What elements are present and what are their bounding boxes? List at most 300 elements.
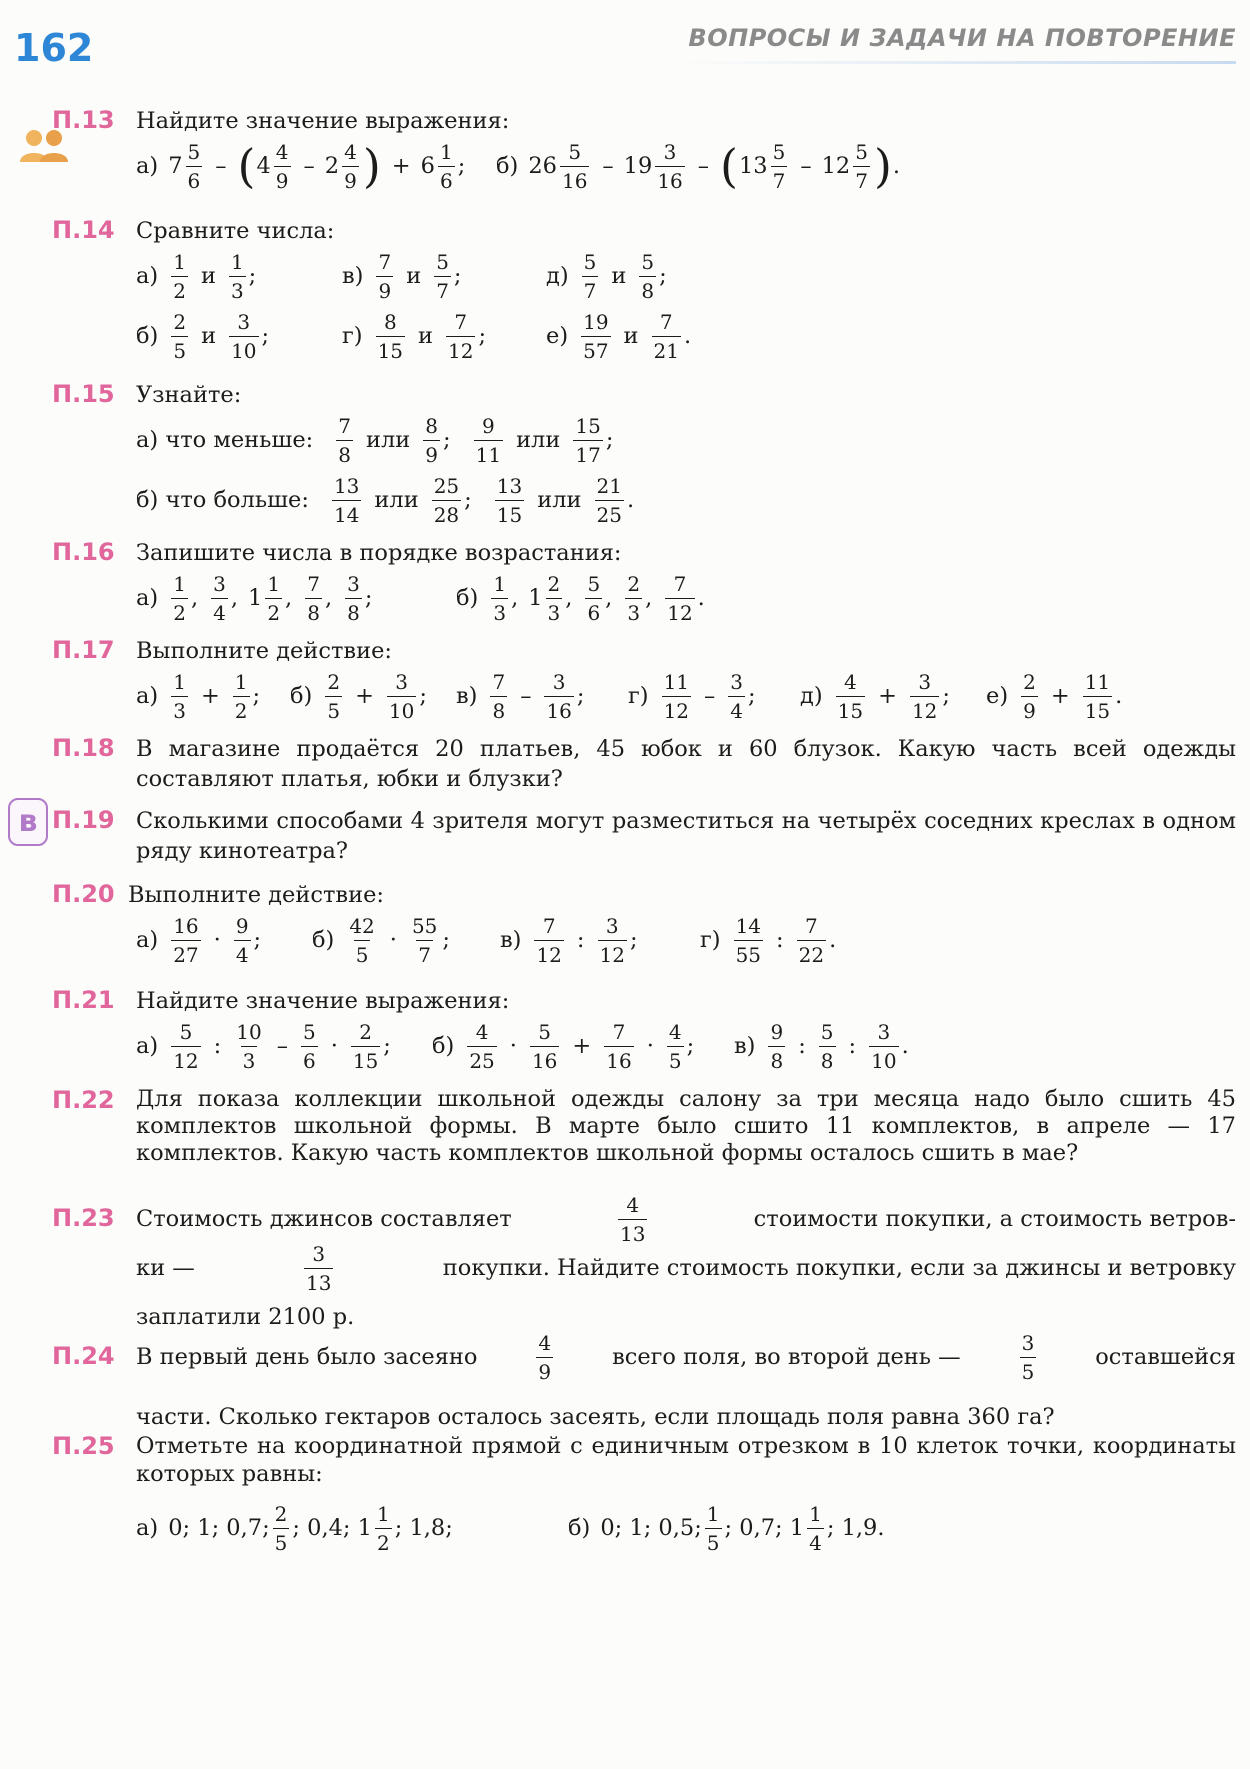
punctuation: ; [478,323,487,349]
number-list-a [136,568,382,628]
denominator: 9 [376,276,393,302]
conjunction: или [537,487,582,513]
problem-16 [52,538,1236,628]
punctuation: ; [261,323,270,349]
denominator: 7 [582,276,599,302]
fraction [301,1021,318,1072]
denominator: 15 [836,696,865,722]
punctuation: , [511,585,519,611]
problem-number: П.24 [52,1342,115,1370]
fraction: $\frac{1}{6}$ [439,139,453,193]
numerator: 7 [673,571,687,596]
fraction [234,915,251,966]
numerator: 2 [173,309,187,334]
fraction: $\frac{1}{5}$ [706,1501,720,1555]
fraction [667,1021,684,1072]
numerator: 7 [612,1019,626,1044]
text-segment: стоимости покупки, а стоимость ветров- [753,1206,1236,1232]
punctuation: ; [659,263,667,289]
denominator: 5 [354,940,371,966]
punctuation: ; [748,683,756,709]
whole: 7 [168,153,183,179]
numerator: 3 [877,1019,891,1044]
denominator: 3 [546,598,563,624]
comparison-item [342,306,486,366]
numerator: 4 [475,1019,489,1044]
numerator: 13 [496,473,523,498]
numerator: 7 [307,571,320,596]
denominator: 2 [265,598,282,624]
punctuation: ; [419,683,427,709]
fraction [347,915,376,966]
problem-prompt: Найдите значение выражения: [136,108,510,134]
operator: – [520,683,532,709]
problem-15 [52,380,1236,530]
operator: – [276,1033,288,1059]
item-label: в) [342,263,364,289]
item-label: в) [500,927,522,953]
fraction [211,573,228,624]
fraction [171,915,200,966]
problem-body [136,1432,1236,1558]
numerator: 9 [235,913,249,938]
operation-item [312,910,450,970]
comparison-item [546,306,691,366]
problem-23 [52,1192,1236,1332]
operation-item [500,910,638,970]
punctuation: ; [605,427,614,453]
operator: · [389,927,397,953]
operator: : [213,1033,222,1059]
fraction: $\frac{3}{16}$ [657,139,683,193]
fraction [171,671,188,722]
fraction [665,573,694,624]
fraction: $\frac{2}{5}$ [274,1501,288,1555]
numerator: 14 [735,913,762,938]
item-label: а) [136,153,159,179]
problem-number: П.20 [52,880,115,908]
denominator: 7 [434,276,451,302]
fraction [1083,671,1112,722]
fraction: $\frac{5}{7}$ [772,139,786,193]
problem-body [128,880,1236,970]
numerator: 5 [587,571,601,596]
conjunction: или [516,427,561,453]
problem-text: Для показа коллекции школьной одежды салону за три месяца надо было сшить 45 комплектов школьной формы. В марте было сшито 11 комплектов, в апреле — 17 комплектов. Какую часть комплектов школьной формы осталось сшить в мае? [136,1086,1236,1166]
denominator: 4 [211,598,228,624]
fraction [573,415,602,466]
fraction: $\frac{4}{13}$ [619,1192,646,1246]
whole: 12 [821,153,851,179]
item-label: д) [800,683,823,709]
fraction [495,475,524,526]
punctuation: ; [252,683,261,709]
operator: · [213,927,221,953]
operation-item [136,666,260,726]
fraction [625,573,642,624]
denominator: 25 [595,500,624,526]
fraction: $\frac{5}{6}$ [187,139,201,193]
problem-21 [52,986,1236,1076]
problem-number: П.22 [52,1086,115,1114]
denominator: 15 [376,336,405,362]
numerator: 7 [542,913,556,938]
problem-prompt: Сравните числа: [136,218,335,244]
numerator: 7 [659,309,673,334]
operator: + [391,153,411,179]
fraction [598,915,627,966]
numerator: 1 [230,249,244,274]
fraction: $\frac{5}{7}$ [855,139,868,193]
denominator: 8 [336,440,353,466]
conjunction: и [406,263,422,289]
fraction [546,573,563,624]
denominator: 27 [171,940,200,966]
punctuation: ; [629,927,638,953]
problem-body [136,1192,1236,1332]
problem-text: Сколькими способами 4 зрителя могут разместиться на четырёх соседних креслах в одном ряду кинотеатра? [136,808,1236,864]
denominator: 12 [598,940,627,966]
problem-number: П.19 [52,806,115,834]
numerator: 1 [234,669,248,694]
operator: – [800,153,812,179]
conjunction: и [201,323,217,349]
fraction [869,1021,898,1072]
fraction [410,915,439,966]
numerator: 3 [395,669,409,694]
denominator: 3 [625,598,642,624]
punctuation: . [1115,683,1123,709]
problem-19 [52,806,1236,866]
numerator: 5 [820,1019,834,1044]
operator: + [200,683,220,709]
conjunction: или [365,427,411,453]
numerator: 1 [173,669,186,694]
problem-body [136,1330,1236,1432]
item-label: в) [734,1033,756,1059]
problem-body [136,216,1236,366]
problem-number: П.14 [52,216,115,244]
punctuation: ; [364,585,373,611]
numerator: 42 [349,913,375,938]
problem-body [136,106,1236,200]
denominator: 10 [387,696,416,722]
problem-prompt: Выполните действие: [136,638,392,664]
denominator: 6 [301,1046,318,1072]
numerator: 5 [641,249,655,274]
denominator: 5 [325,696,342,722]
text-segment: ; 0,7; 1 [724,1515,805,1541]
fraction [376,251,393,302]
fraction [351,1021,380,1072]
conjunction: и [418,323,434,349]
fraction [836,671,865,722]
numerator: 2 [547,571,561,596]
whole: 1 [247,585,263,611]
operator: + [572,1033,592,1059]
operator: : [798,1033,806,1059]
fraction [652,311,681,362]
denominator: 10 [229,336,258,362]
denominator: 15 [495,500,524,526]
operation-item [700,910,836,970]
operation-item [986,666,1122,726]
problem-20 [52,880,1236,970]
running-rule [676,61,1236,64]
comparison-line [136,410,613,470]
numerator: 7 [378,249,392,274]
punctuation: ; [443,427,451,453]
fraction [434,251,451,302]
numerator: 55 [411,913,438,938]
fraction [171,1021,200,1072]
fraction [530,1021,559,1072]
operator: + [355,683,374,709]
denominator: 5 [171,336,188,362]
denominator: 12 [910,696,939,722]
problem-body [136,380,1236,530]
fraction [490,671,507,722]
numerator: 8 [383,309,397,334]
expression-a [136,1016,391,1076]
text-segment: ки — [136,1255,195,1281]
denominator: 3 [171,696,188,722]
operator: + [1050,683,1070,709]
punctuation: . [697,585,705,611]
fraction [233,671,250,722]
comparison-item [136,306,269,366]
conjunction: и [611,263,627,289]
fraction [544,671,573,722]
whole: 13 [738,153,768,179]
fraction [325,671,342,722]
problem-prompt: Выполните действие: [128,882,384,908]
numerator: 1 [173,249,186,274]
item-label: г) [342,323,363,349]
problem-prompt: Найдите значение выражения: [136,988,510,1014]
punctuation: ; [383,1033,391,1059]
numerator: 2 [1023,669,1036,694]
numerator: 11 [1084,669,1111,694]
fraction [467,1021,496,1072]
item-label: г) [700,927,721,953]
denominator: 21 [652,336,681,362]
problem-body [136,986,1236,1076]
fraction [171,251,188,302]
fraction [345,573,362,624]
fraction [534,915,563,966]
text-segment: покупки. Найдите стоимость покупки, если за джинсы и ветровку [442,1255,1236,1281]
text-segment: всего поля, во второй день — [612,1344,961,1370]
fraction [265,573,282,624]
fraction [376,311,405,362]
operator: · [330,1033,338,1059]
text-segment: части. Сколько гектаров осталось засеять, если площадь поля равна 360 га? [136,1404,1055,1430]
item-label: б) [136,323,159,349]
item-label: г) [628,683,649,709]
numerator: 5 [538,1019,552,1044]
numerator: 7 [454,309,468,334]
fraction [604,1021,633,1072]
variant-icon: в [8,798,48,846]
line-label: б) что больше: [136,487,309,513]
operation-item [456,666,584,726]
text-segment: В первый день было засеяно [136,1344,478,1370]
fraction [595,475,624,526]
problem-number: П.16 [52,538,115,566]
fraction: $\frac{4}{9}$ [275,139,289,193]
denominator: 12 [665,598,694,624]
numerator: 3 [605,913,619,938]
punctuation: ; [576,683,585,709]
fraction [229,251,246,302]
fraction [639,251,656,302]
conjunction: и [623,323,639,349]
punctuation: , [565,585,573,611]
numerator: 13 [333,473,360,498]
operator: · [646,1033,654,1059]
numerator: 10 [236,1019,262,1044]
operation-item [290,666,427,726]
fraction [797,915,826,966]
fraction [1021,671,1038,722]
numerator: 9 [481,413,495,438]
denominator: 3 [241,1046,258,1072]
item-label: д) [546,263,569,289]
denominator: 9 [423,440,440,466]
problem-prompt: Запишите числа в порядке возрастания: [136,540,622,566]
fraction: $\frac{1}{4}$ [809,1501,822,1555]
punctuation: . [626,487,635,513]
whole: 2 [324,153,340,179]
numerator: 3 [552,669,566,694]
numerator: 1 [173,571,186,596]
fraction [582,251,599,302]
running-title: ВОПРОСЫ И ЗАДАЧИ НА ПОВТОРЕНИЕ [688,24,1236,52]
denominator: 2 [171,598,188,624]
numerator: 5 [179,1019,193,1044]
operator: : [848,1033,857,1059]
denominator: 9 [1021,696,1038,722]
punctuation: ; [248,263,257,289]
numerator: 3 [237,309,251,334]
numerator: 3 [918,669,932,694]
problem-number: П.23 [52,1204,115,1232]
denominator: 55 [734,940,763,966]
punctuation: , [190,585,199,611]
denominator: 6 [585,598,602,624]
numerator: 9 [770,1019,784,1044]
numerator: 4 [844,669,857,694]
text-segment: ; 1,9. [826,1515,885,1541]
denominator: 16 [604,1046,633,1072]
text-segment: 0; 1; 0,7; [168,1515,270,1541]
operation-item [136,910,261,970]
conjunction: и [200,263,216,289]
text-segment: Стоимость джинсов составляет [136,1206,512,1232]
fraction [229,311,258,362]
fraction [734,915,763,966]
denominator: 5 [667,1046,684,1072]
denominator: 12 [446,336,475,362]
fraction [585,573,602,624]
operator: : [776,927,784,953]
item-label: а) [136,683,159,709]
operator: – [602,153,614,179]
numerator: 4 [668,1019,682,1044]
numerator: 21 [596,473,622,498]
operation-item [800,666,950,726]
numerator: 25 [433,473,460,498]
problem-number: П.21 [52,986,115,1014]
operation-item [628,666,756,726]
fraction [423,415,440,466]
fraction [387,671,416,722]
fraction [910,671,939,722]
item-label: б) [432,1033,455,1059]
numerator: 2 [359,1019,372,1044]
operator: · [509,1033,517,1059]
denominator: 16 [544,696,573,722]
fraction [432,475,461,526]
denominator: 15 [351,1046,380,1072]
fraction: $\frac{1}{2}$ [376,1501,390,1555]
comparison-line [136,470,634,530]
problem-text: Отметьте на координатной прямой с единичным отрезком в 10 клеток точки, координаты которых равны: [136,1433,1236,1487]
punctuation: . [829,927,837,953]
denominator: 12 [534,940,563,966]
numerator: 3 [347,571,360,596]
fraction: $\frac{3}{5}$ [1021,1330,1035,1384]
punctuation: ; [464,487,472,513]
punctuation: ; [253,927,262,953]
number-list-b [456,568,715,628]
denominator: 8 [639,276,656,302]
expression-b: б) 26 $\frac{5}{16}$ – 19 $\frac{3}{16}$ – ( 13 $\frac{5}{7}$ – 12 $\frac{5}{7}$ ) . [496,139,901,193]
punctuation: , [324,585,333,611]
item-label: е) [986,683,1009,709]
numerator: 1 [267,571,281,596]
punctuation: , [230,585,238,611]
text-segment: заплатили 2100 р. [136,1304,355,1330]
denominator: 12 [662,696,691,722]
item-label: а) [136,1033,159,1059]
numerator: 11 [663,669,690,694]
item-label: б) [290,683,313,709]
punctuation: . [901,1033,909,1059]
numerator: 19 [583,309,609,334]
denominator: 57 [581,336,610,362]
punctuation: , [605,585,613,611]
fraction [768,1021,785,1072]
punctuation: , [645,585,653,611]
denominator: 8 [819,1046,836,1072]
problem-22 [52,1086,1236,1167]
problem-14 [52,216,1236,366]
fraction [336,415,353,466]
text-segment: оставшейся [1095,1344,1236,1370]
fraction [491,573,508,624]
numerator: 16 [173,913,199,938]
operator: – [303,153,315,179]
fraction: $\frac{4}{9}$ [538,1330,552,1384]
numerator: 1 [493,571,507,596]
item-label: а) [136,927,159,953]
punctuation: ; [453,263,462,289]
denominator: 8 [345,598,362,624]
whole: 1 [528,585,543,611]
denominator: 2 [233,696,250,722]
